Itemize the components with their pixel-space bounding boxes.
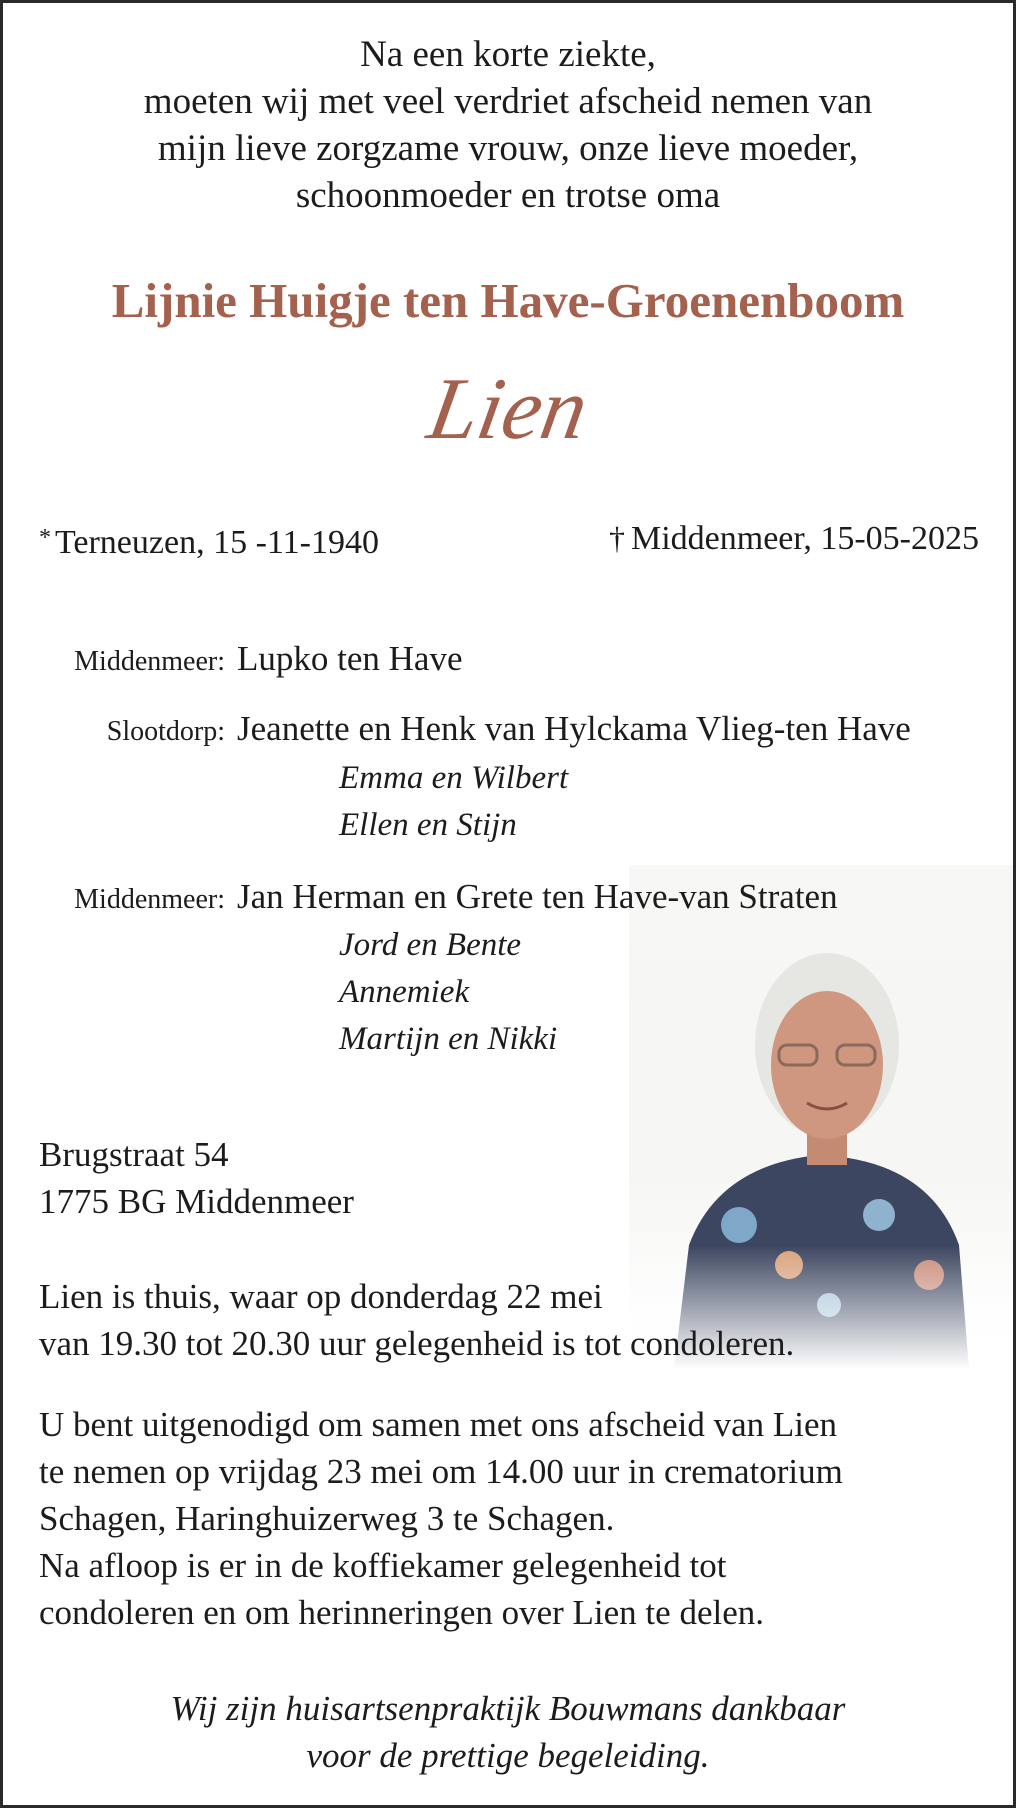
birth-date: [39, 515, 379, 566]
family-place: Middenmeer:: [74, 646, 225, 677]
thanks-text: [3, 1685, 1013, 1779]
grandchildren-line: Martijn en Nikki: [339, 1021, 558, 1057]
death-text: Middenmeer, 15-05-2025: [630, 520, 979, 557]
birth-symbol: *: [39, 525, 51, 551]
family-row: [39, 639, 462, 679]
deceased-nickname: Lien: [421, 361, 595, 458]
family-names: Lupko ten Have: [237, 639, 463, 678]
family-place: Middenmeer:: [74, 884, 225, 915]
intro-line: Na een korte ziekte,: [360, 34, 656, 75]
family-place: Slootdorp:: [106, 716, 225, 747]
address-street: Brugstraat 54: [39, 1135, 229, 1174]
family-names: Jan Herman en Grete ten Have-van Straten: [237, 877, 838, 916]
address-city: 1775 BG Middenmeer: [39, 1182, 354, 1221]
deceased-full-name: Lijnie Huigje ten Have-Groenenboom: [111, 273, 905, 328]
ceremony-line: Na afloop is er in de koffiekamer gelegenheid tot: [39, 1546, 727, 1585]
family-row: [39, 877, 838, 917]
grandchildren-line: Ellen en Stijn: [339, 807, 517, 843]
intro-line: moeten wij met veel verdriet afscheid nemen van: [143, 81, 873, 122]
birth-text: Terneuzen, 15 -11-1940: [55, 524, 379, 561]
visitation-line: van 19.30 tot 20.30 uur gelegenheid is tot condoleren.: [39, 1324, 795, 1363]
intro-line: schoonmoeder en trotse oma: [295, 175, 721, 216]
grandchildren-line: Emma en Wilbert: [339, 760, 569, 796]
visitation-text: [39, 1273, 794, 1367]
grandchildren-line: Jord en Bente: [339, 927, 522, 963]
death-symbol: †: [608, 520, 625, 556]
ceremony-line: te nemen op vrijdag 23 mei om 14.00 uur in crematorium: [39, 1452, 843, 1491]
family-row: [39, 709, 911, 749]
intro-line: mijn lieve zorgzame vrouw, onze lieve moeder,: [157, 128, 859, 169]
ceremony-text: [39, 1401, 843, 1636]
intro-text: [3, 31, 1013, 219]
address: [39, 1131, 354, 1225]
grandchildren-line: Annemiek: [339, 974, 470, 1010]
thanks-line: voor de prettige begeleiding.: [306, 1736, 710, 1775]
death-date: [609, 515, 979, 562]
thanks-line: Wij zijn huisartsenpraktijk Bouwmans dankbaar: [170, 1689, 846, 1728]
ceremony-line: Schagen, Haringhuizerweg 3 te Schagen.: [39, 1499, 615, 1538]
visitation-line: Lien is thuis, waar op donderdag 22 mei: [39, 1277, 603, 1316]
ceremony-line: U bent uitgenodigd om samen met ons afscheid van Lien: [39, 1405, 838, 1444]
ceremony-line: condoleren en om herinneringen over Lien te delen.: [39, 1593, 764, 1632]
family-names: Jeanette en Henk van Hylckama Vlieg-ten Have: [237, 709, 911, 748]
